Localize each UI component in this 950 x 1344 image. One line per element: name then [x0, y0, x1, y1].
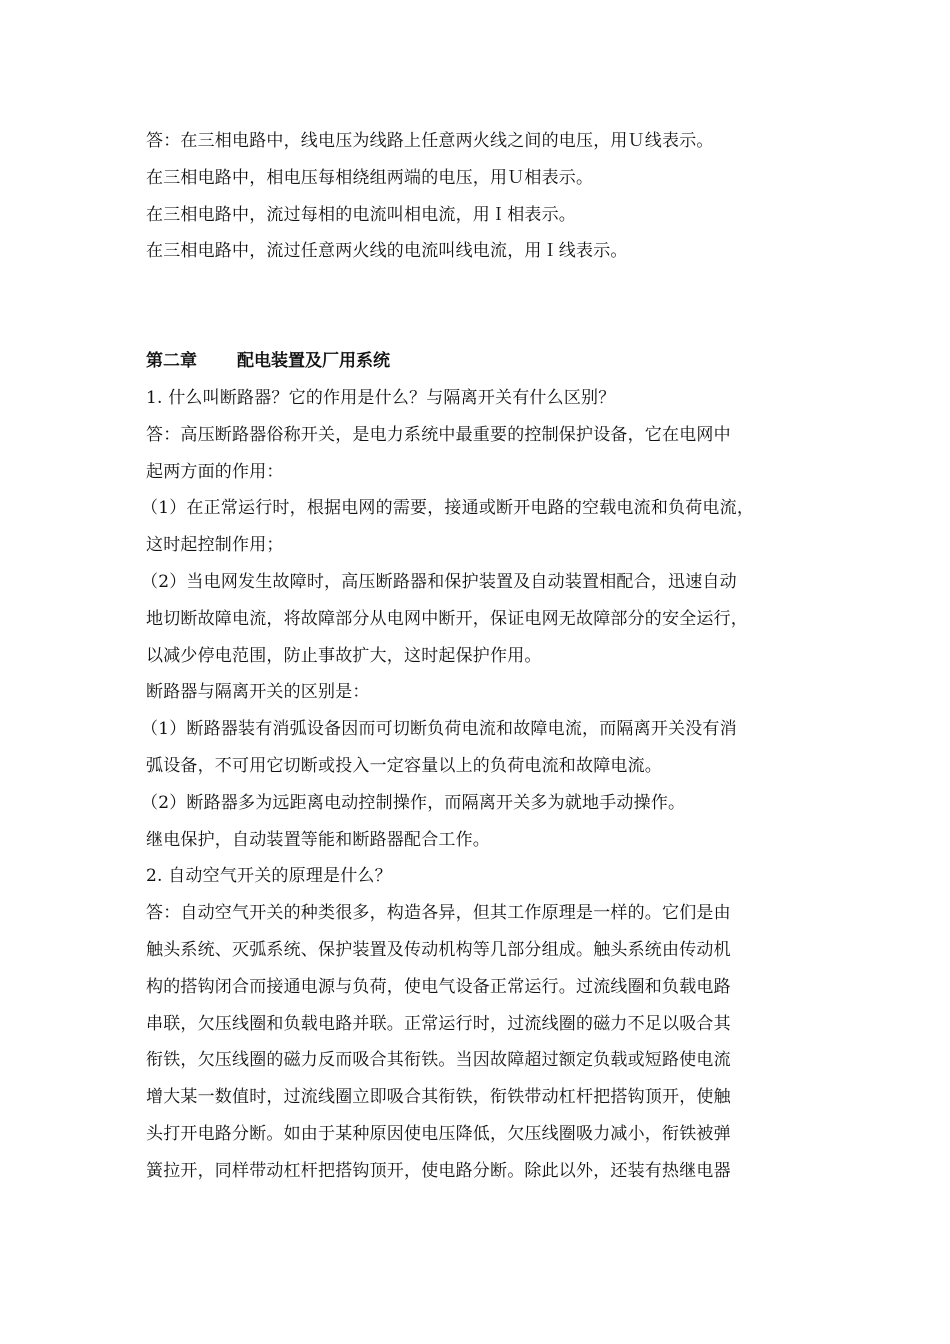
chapter-heading	[146, 343, 826, 380]
answer-2-line: 头打开电路分断。如由于某种原因使电压降低，欠压线圈吸力减小，衔铁被弹	[146, 1123, 731, 1144]
answer-1-item-1-cont: 这时起控制作用；	[146, 535, 284, 556]
question-1: 1. 什么叫断路器？它的作用是什么？与隔离开关有什么区别？	[146, 387, 616, 408]
difference-heading: 断路器与隔离开关的区别是：	[146, 682, 370, 703]
answer-2-line: 衔铁，欠压线圈的磁力反而吸合其衔铁。当因故障超过额定负载或短路使电流	[146, 1050, 731, 1071]
question-2: 2. 自动空气开关的原理是什么？	[146, 866, 392, 887]
document-body	[141, 123, 826, 1190]
answer-1-item-2: （2）当电网发生故障时，高压断路器和保护装置及自动装置相配合，迅速自动	[141, 571, 737, 592]
difference-item-1-cont: 弧设备，不可用它切断或投入一定容量以上的负荷电流和故障电流。	[146, 755, 662, 776]
phase-voltage-line: 在三相电路中，相电压每相绕组两端的电压，用Ｕ相表示。	[146, 167, 594, 188]
answer-line-voltage: 答：在三相电路中，线电压为线路上任意两火线之间的电压，用Ｕ线表示。	[146, 131, 714, 151]
answer-1-item-2-cont: 以减少停电范围，防止事故扩大，这时起保护作用。	[146, 645, 542, 666]
chapter-title: 配电装置及厂用系统	[237, 351, 390, 372]
difference-item-2: （2）断路器多为远距离电动控制操作，而隔离开关多为就地手动操作。	[141, 792, 686, 813]
answer-2-line: 簧拉开，同样带动杠杆把搭钩顶开，使电路分断。除此以外，还装有热继电器	[146, 1160, 731, 1181]
relay-note: 继电保护，自动装置等能和断路器配合工作。	[146, 829, 490, 850]
answer-1-line: 起两方面的作用：	[146, 461, 284, 482]
answer-2-line: 答：自动空气开关的种类很多，构造各异，但其工作原理是一样的。它们是由	[146, 903, 731, 924]
answer-2-line: 构的搭钩闭合而接通电源与负荷，使电气设备正常运行。过流线圈和负载电路	[146, 976, 731, 997]
difference-item-1: （1）断路器装有消弧设备因而可切断负荷电流和故障电流，而隔离开关没有消	[141, 719, 737, 740]
answer-2-line: 触头系统、灭弧系统、保护装置及传动机构等几部分组成。触头系统由传动机	[146, 939, 731, 960]
answer-1-line: 答：高压断路器俗称开关，是电力系统中最重要的控制保护设备，它在电网中	[146, 424, 731, 445]
answer-1-item-1: （1）在正常运行时，根据电网的需要，接通或断开电路的空载电流和负荷电流，	[141, 498, 755, 519]
line-current-line: 在三相电路中，流过任意两火线的电流叫线电流，用Ｉ线表示。	[146, 241, 628, 262]
answer-1-item-2-cont: 地切断故障电流，将故障部分从电网中断开，保证电网无故障部分的安全运行，	[146, 608, 748, 629]
answer-2-line: 增大某一数值时，过流线圈立即吸合其衔铁，衔铁带动杠杆把搭钩顶开，使触	[146, 1087, 731, 1108]
answer-2-line: 串联，欠压线圈和负载电路并联。正常运行时，过流线圈的磁力不足以吸合其	[146, 1013, 731, 1034]
section-spacer	[146, 270, 826, 343]
phase-current-line: 在三相电路中，流过每相的电流叫相电流，用Ｉ相表示。	[146, 204, 576, 225]
chapter-number: 第二章	[146, 351, 197, 372]
